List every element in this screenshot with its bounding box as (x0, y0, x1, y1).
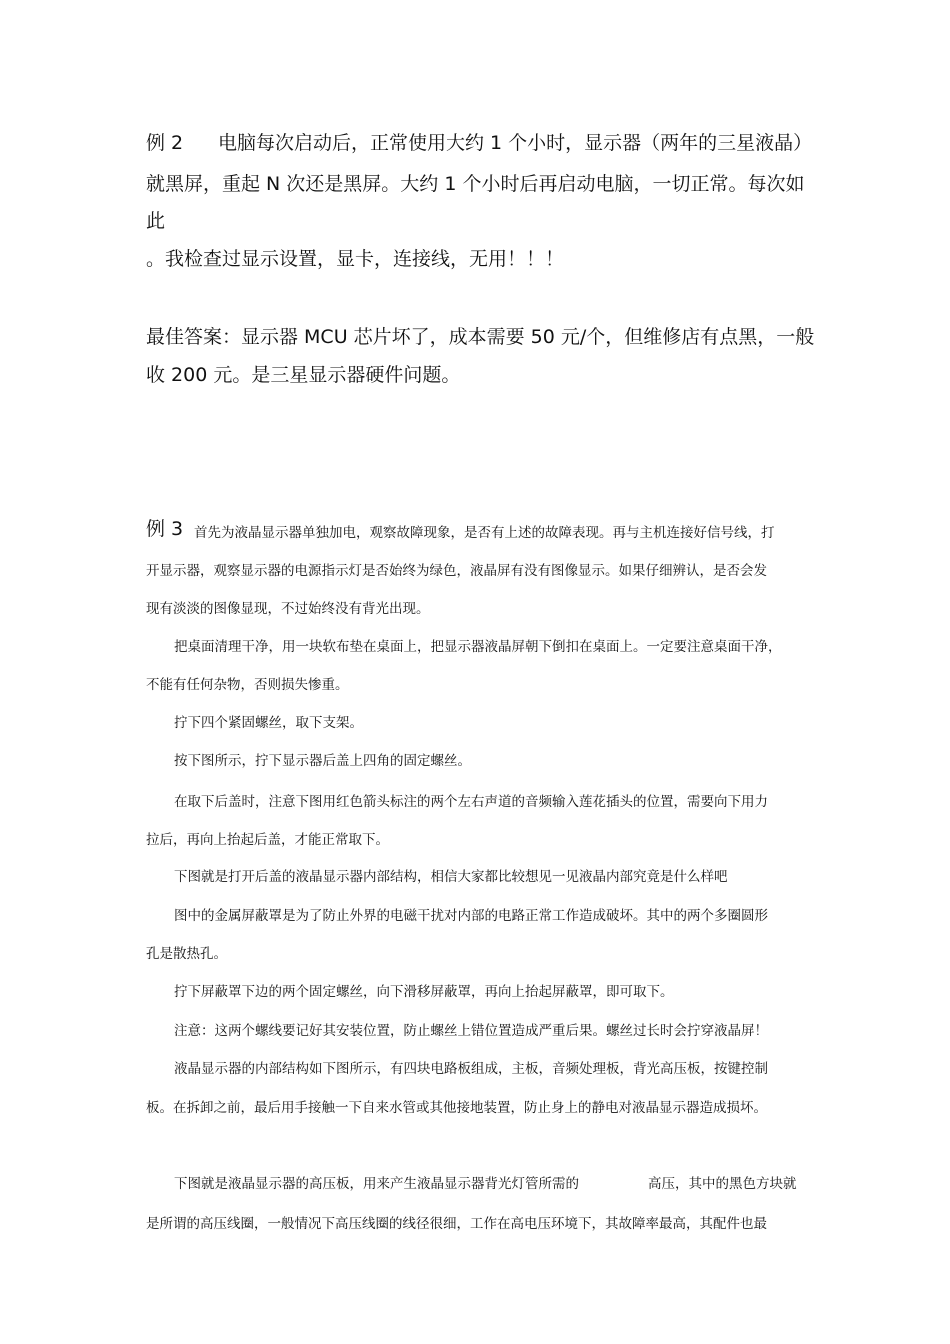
example2-line1: 电脑每次启动后，正常使用大约 1 个小时，显示器（两年的三星液晶） (218, 132, 813, 154)
example3-line: 不能有任何杂物，否则损失惨重。 (146, 677, 349, 693)
example3-line: 液晶显示器的内部结构如下图所示，有四块电路板组成，主板，音频处理板，背光高压板，按键控制 (174, 1061, 768, 1077)
example3-line: 在取下后盖时，注意下图用红色箭头标注的两个左右声道的音频输入莲花插头的位置，需要向下用力 (174, 794, 768, 810)
example2-line4: 。我检查过显示设置，显卡，连接线，无用！！！ (146, 248, 565, 270)
example3-label: 例 3 (146, 518, 184, 540)
example3-line: 按下图所示，拧下显示器后盖上四角的固定螺丝。 (174, 753, 471, 769)
example3-line: 拉后，再向上抬起后盖，才能正常取下。 (146, 832, 389, 848)
example3-line: 高压，其中的黑色方块就 (648, 1176, 797, 1192)
example3-line: 拧下屏蔽罩下边的两个固定螺丝，向下滑移屏蔽罩，再向上抬起屏蔽罩，即可取下。 (174, 984, 674, 1000)
example3-line: 把桌面清理干净，用一块软布垫在桌面上，把显示器液晶屏朝下倒扣在桌面上。一定要注意桌面干净， (174, 639, 782, 655)
example3-line: 孔是散热孔。 (146, 946, 227, 962)
example3-line: 开显示器，观察显示器的电源指示灯是否始终为绿色，液晶屏有没有图像显示。如果仔细辨认，是否会发 (146, 563, 767, 579)
example3-line: 现有淡淡的图像显现，不过始终没有背光出现。 (146, 601, 430, 617)
best-answer-line1: 最佳答案：显示器 MCU 芯片坏了，成本需要 50 元/个，但维修店有点黑，一般 (146, 326, 815, 348)
example2-line3: 此 (146, 210, 166, 232)
example2-line2: 就黑屏，重起 N 次还是黑屏。大约 1 个小时后再启动电脑，一切正常。每次如 (146, 173, 805, 195)
example3-line: 板。在拆卸之前，最后用手接触一下自来水管或其他接地装置，防止身上的静电对液晶显示器造成损坏。 (146, 1100, 767, 1116)
example3-line: 首先为液晶显示器单独加电，观察故障现象，是否有上述的故障表现。再与主机连接好信号线，打 (194, 525, 775, 541)
example3-line: 下图就是打开后盖的液晶显示器内部结构，相信大家都比较想见一见液晶内部究竟是什么样吧 (174, 869, 728, 885)
best-answer-line2: 收 200 元。是三星显示器硬件问题。 (146, 364, 461, 386)
example3-line: 注意：这两个螺线要记好其安装位置，防止螺丝上错位置造成严重后果。螺丝过长时会拧穿液晶屏！ (174, 1023, 768, 1039)
example3-line: 图中的金属屏蔽罩是为了防止外界的电磁干扰对内部的电路正常工作造成破坏。其中的两个多圈圆形 (174, 908, 768, 924)
example2-label: 例 2 (146, 132, 184, 154)
example3-line: 拧下四个紧固螺丝，取下支架。 (174, 715, 363, 731)
example3-line: 是所谓的高压线圈，一般情况下高压线圈的线径很细，工作在高电压环境下，其故障率最高，其配件也最 (146, 1216, 767, 1232)
example3-line: 下图就是液晶显示器的高压板，用来产生液晶显示器背光灯管所需的 (174, 1176, 579, 1192)
